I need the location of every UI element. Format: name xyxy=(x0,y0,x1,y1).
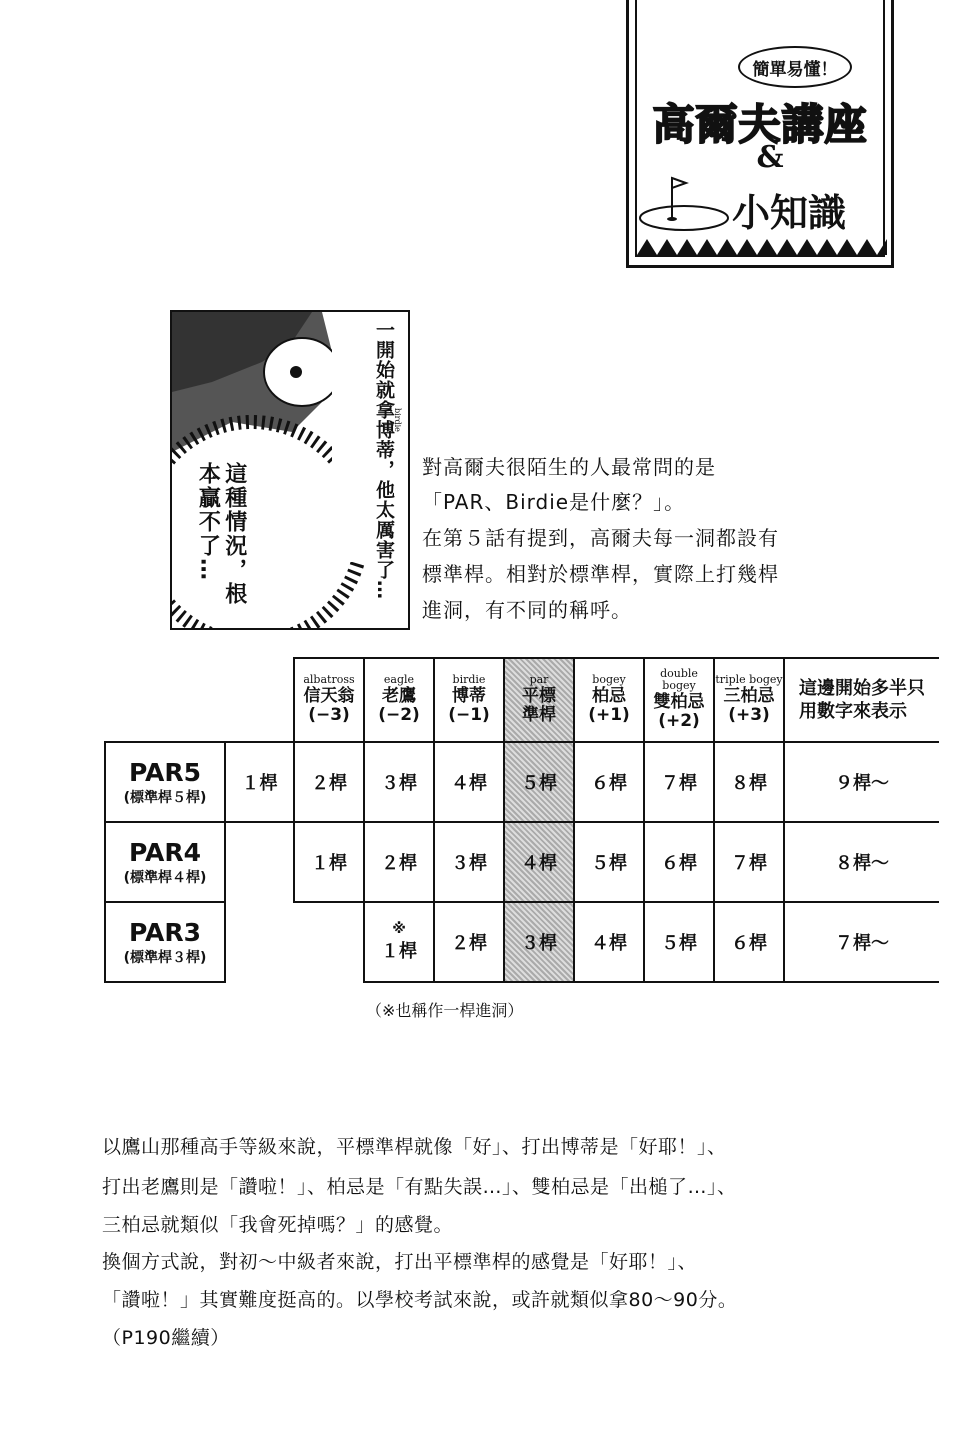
body-line-5: 「讚啦！」其實難度挺高的。以學校考試來說，或許就類似拿80～90分。 xyxy=(102,1289,738,1311)
header-birdie: birdie 博蒂 (−1) xyxy=(434,658,504,742)
table-cell: ５桿 xyxy=(644,902,714,982)
body-line-4: 換個方式說，對初～中級者來說，打出平標準桿的感覺是「好耶！」、 xyxy=(102,1251,698,1273)
header-bogey: bogey 柏忌 (+1) xyxy=(574,658,644,742)
table-cell: ２桿 xyxy=(434,902,504,982)
intro-line-1: 對高爾夫很陌生的人最常問的是 xyxy=(422,455,716,479)
table-row-par4 xyxy=(105,822,939,902)
birdie-ruby: birdie xyxy=(393,408,402,432)
table-cell: ６桿 xyxy=(714,902,784,982)
table-cell: ８桿～ xyxy=(784,822,939,902)
speech-bubble-2: 這種情況，根本贏不了… xyxy=(195,462,247,606)
intro-line-2: 「PAR、Birdie是什麼？」。 xyxy=(422,490,686,514)
intro-line-5: 進洞，有不同的稱呼。 xyxy=(422,598,632,622)
table-cell: ７桿～ xyxy=(784,902,939,982)
title-sub: 小知識 xyxy=(732,191,847,235)
table-cell-empty xyxy=(225,902,294,982)
table-cell: １桿 xyxy=(294,822,364,902)
table-footnote: （※也稱作一桿進洞） xyxy=(366,1001,524,1020)
table-cell: ２桿 xyxy=(364,822,434,902)
table-cell-empty xyxy=(225,822,294,902)
table-cell: ７桿 xyxy=(714,822,784,902)
header-eagle: eagle 老鷹 (−2) xyxy=(364,658,434,742)
header-triple-bogey: triple bogey 三柏忌 (+3) xyxy=(714,658,784,742)
header-par: par 平標 準桿 xyxy=(504,658,574,742)
table-cell-par: ４桿 xyxy=(504,822,574,902)
manga-panel xyxy=(170,310,410,630)
table-cell-par: ５桿 xyxy=(504,742,574,822)
table-cell: ３桿 xyxy=(364,742,434,822)
title-main: 高爾夫講座 xyxy=(652,100,868,149)
table-cell-par: ３桿 xyxy=(504,902,574,982)
table-cell: ５桿 xyxy=(574,822,644,902)
header-albatross: albatross 信天翁 (−3) xyxy=(294,658,364,742)
table-row-par3 xyxy=(105,902,939,982)
table-cell: ４桿 xyxy=(434,742,504,822)
table-cell: ９桿～ xyxy=(784,742,939,822)
body-line-6: （P190繼續） xyxy=(102,1327,230,1349)
table-cell: ４桿 xyxy=(574,902,644,982)
table-row-par5 xyxy=(105,742,939,822)
table-cell-empty xyxy=(294,902,364,982)
score-table xyxy=(104,657,939,983)
table-header-row xyxy=(105,658,939,742)
body-line-3: 三柏忌就類似「我會死掉嗎？」的感覺。 xyxy=(102,1214,454,1236)
intro-line-4: 標準桿。相對於標準桿，實際上打幾桿 xyxy=(422,562,779,586)
table-cell: ８桿 xyxy=(714,742,784,822)
table-cell: ２桿 xyxy=(294,742,364,822)
subtitle-bubble: 簡單易懂！ xyxy=(738,46,852,88)
table-cell: ３桿 xyxy=(434,822,504,902)
row-label-par3: PAR3 (標準桿３桿) xyxy=(105,902,225,982)
table-cell: １桿 xyxy=(225,742,294,822)
table-cell-hole-in-one: ※ １桿 xyxy=(364,902,434,982)
body-line-1: 以鷹山那種高手等級來說，平標準桿就像「好」、打出博蒂是「好耶！」、 xyxy=(102,1136,727,1158)
table-cell: ６桿 xyxy=(574,742,644,822)
row-label-par5: PAR5 (標準桿５桿) xyxy=(105,742,225,822)
title-ampersand: & xyxy=(756,140,784,175)
table-cell: ６桿 xyxy=(644,822,714,902)
golf-flag-icon xyxy=(636,172,732,234)
row-label-par4: PAR4 (標準桿４桿) xyxy=(105,822,225,902)
zigzag-border xyxy=(637,237,887,255)
body-line-2: 打出老鷹則是「讚啦！」、柏忌是「有點失誤…」、雙柏忌是「出槌了…」、 xyxy=(102,1176,737,1198)
intro-line-3: 在第５話有提到，高爾夫每一洞都設有 xyxy=(422,526,779,550)
header-double-bogey: double bogey 雙柏忌 (+2) xyxy=(644,658,714,742)
table-cell: ７桿 xyxy=(644,742,714,822)
speech-bubble-1: 一開始就拿博蒂，他太厲害了… xyxy=(373,320,395,600)
header-numbers-only: 這邊開始多半只用數字來表示 xyxy=(784,658,939,742)
